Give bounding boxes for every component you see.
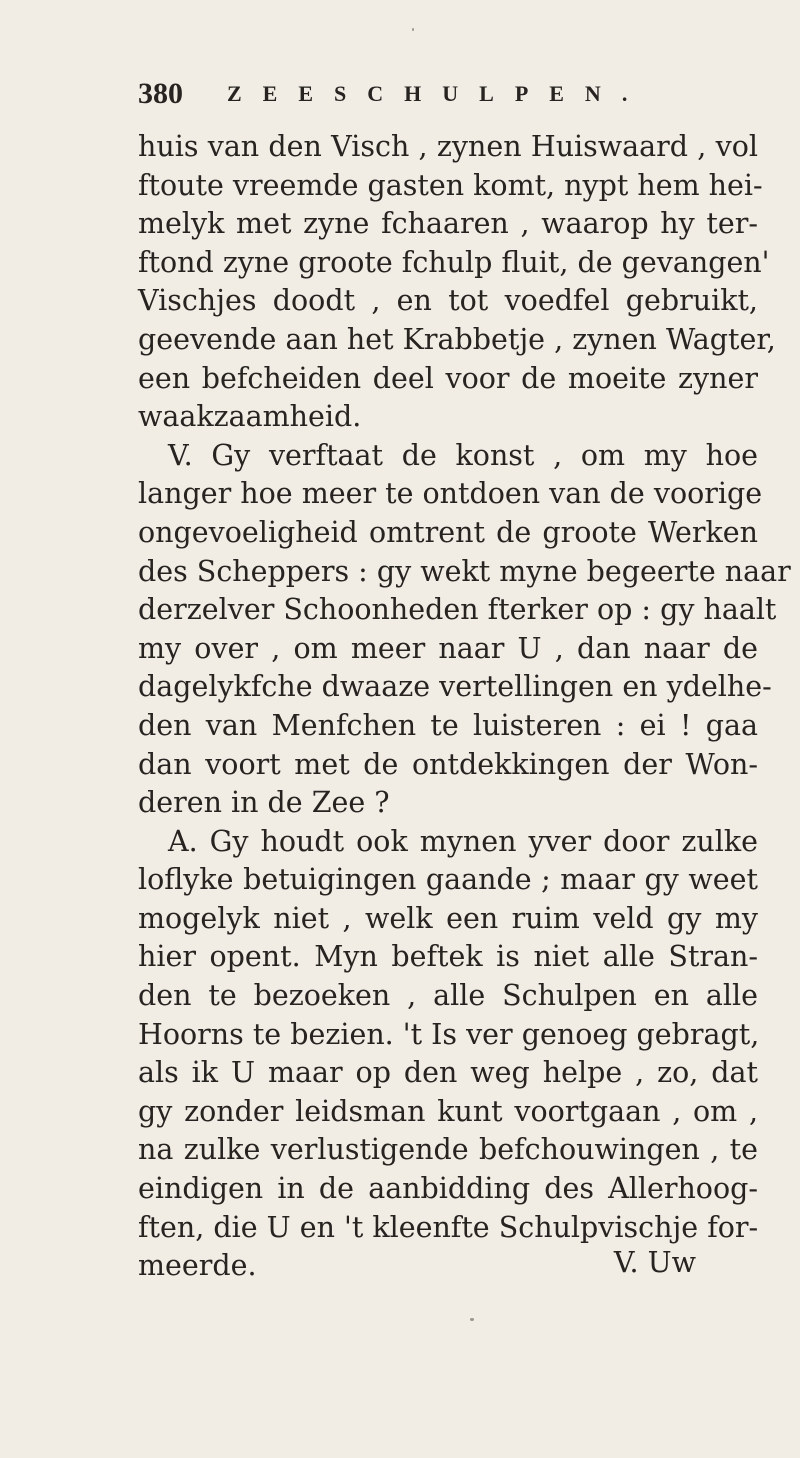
running-title: ZEESCHULPEN.	[227, 81, 649, 106]
text-line: melyk met zyne fchaaren , waarop hy ter-	[138, 207, 758, 241]
text-line: mogelyk niet , welk een ruim veld gy my	[138, 901, 758, 935]
text-line: den te bezoeken , alle Schulpen en alle	[138, 979, 758, 1013]
text-line: na zulke verlustigende befchouwingen , te	[138, 1133, 758, 1167]
text-line: ftoute vreemde gasten komt, nypt hem hei-	[138, 168, 763, 202]
paper-speck	[412, 28, 414, 31]
running-head	[138, 74, 698, 114]
text-line: ongevoeligheid omtrent de groote Werken	[138, 515, 758, 549]
text-line: hier opent. Myn beftek is niet alle Stran-	[138, 940, 758, 974]
body-text	[138, 128, 791, 1286]
text-line: geevende aan het Krabbetje , zynen Wagter,	[138, 322, 776, 356]
text-line: A. Gy houdt ook mynen yver door zulke	[168, 824, 758, 858]
text-line: langer hoe meer te ontdoen van de voorige	[138, 477, 763, 511]
text-line: gy zonder leidsman kunt voortgaan , om ,	[138, 1094, 758, 1128]
text-line: als ik U maar op den weg helpe , zo, dat	[138, 1056, 758, 1090]
paper-speck	[470, 1318, 474, 1321]
text-line: derzelver Schoonheden fterker op : gy haalt	[138, 593, 777, 627]
text-line: huis van den Visch , zynen Huiswaard , vol	[138, 130, 758, 163]
catchword: V. Uw	[613, 1246, 696, 1279]
text-line: een befcheiden deel voor de moeite zyner	[138, 361, 758, 395]
text-line: my over , om meer naar U , dan naar de	[138, 631, 758, 665]
text-line: loflyke betuigingen gaande ; maar gy weet	[138, 863, 758, 897]
text-line: ften, die U en 't kleenfte Schulpvischje for-	[138, 1210, 759, 1244]
page-number: 380	[138, 77, 183, 110]
text-line: deren in de Zee ?	[138, 786, 390, 820]
text-line: ftond zyne groote fchulp fluit, de gevangen'	[138, 245, 770, 279]
text-line: waakzaamheid.	[138, 400, 362, 434]
text-line: V. Gy verftaat de konst , om my hoe	[168, 438, 758, 472]
text-line: eindigen in de aanbidding des Allerhoog-	[138, 1172, 758, 1206]
text-line: Vischjes doodt , en tot voedfel gebruikt,	[138, 284, 758, 318]
text-line: meerde.	[138, 1249, 257, 1283]
text-line: den van Menfchen te luisteren : ei ! gaa	[138, 708, 758, 742]
text-line: dan voort met de ontdekkingen der Won-	[138, 747, 758, 781]
text-line: dagelykfche dwaaze vertellingen en ydelhe-	[138, 670, 772, 704]
text-line: Hoorns te bezien. 't Is ver genoeg gebragt,	[138, 1017, 760, 1051]
text-line: des Scheppers : gy wekt myne begeerte naar	[138, 554, 791, 588]
